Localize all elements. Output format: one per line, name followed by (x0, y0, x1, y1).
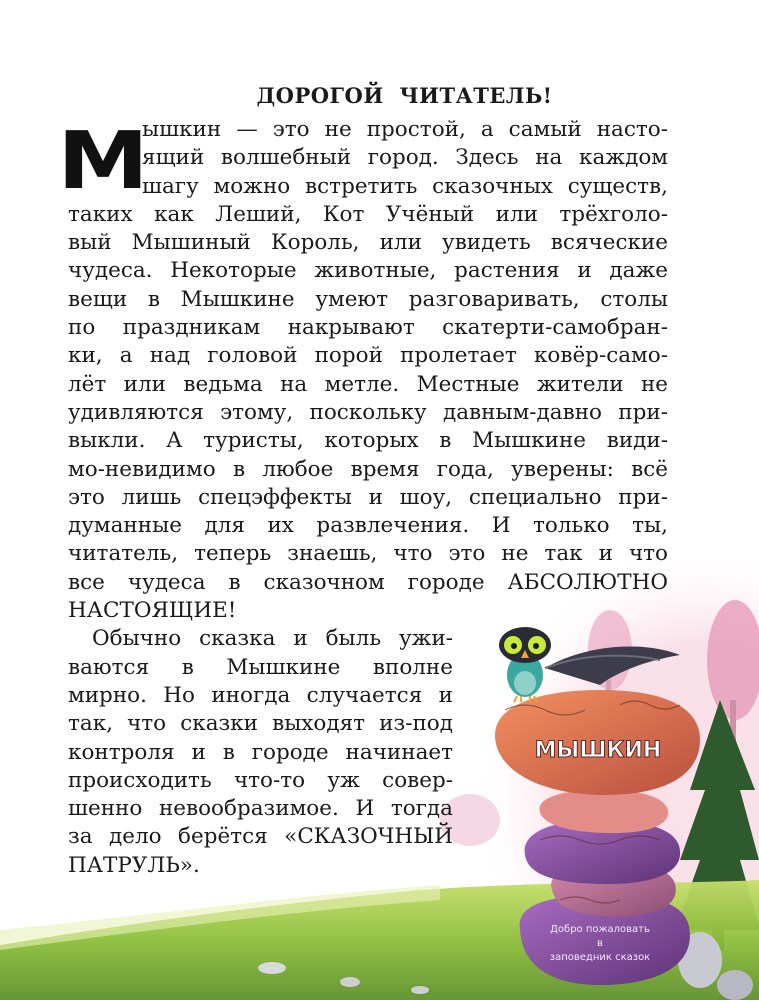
text-line: чудеса. Некоторые животные, растения и даже (68, 258, 668, 284)
text-line: за дело берётся «СКАЗОЧНЫЙ (68, 824, 453, 850)
text-line: ваются в Мышкине вполне (68, 654, 453, 680)
text-line: ящий волшебный город. Здесь на каждом (142, 145, 668, 171)
text-line: шагу можно встретить сказочных существ, (142, 173, 668, 199)
text-line: удивляются этому, поскольку давным-давно при- (68, 399, 668, 425)
totem-base-text-1: Добро пожаловать (550, 924, 650, 935)
text-line: лёт или ведьма на метле. Местные жители не (68, 371, 668, 397)
text-line: выкли. А туристы, которых в Мышкине види- (68, 428, 668, 454)
text-line: таких как Леший, Кот Учёный или трёхголо- (68, 201, 668, 227)
paragraph-2 (68, 625, 453, 880)
page-title: ДОРОГОЙ ЧИТАТЕЛЬ! (256, 83, 553, 108)
text-line: Обычно сказка и быль ужи- (92, 626, 453, 652)
text-line: думанные для их развлечения. И только ты, (68, 513, 668, 539)
svg-text:М: М (57, 115, 149, 208)
totem-base-text-3: заповедник сказок (549, 952, 651, 963)
text-line: ПАТРУЛЬ». (68, 852, 200, 878)
text-line: все чудеса в сказочном городе АБСОЛЮТНО (68, 569, 668, 595)
text-line: мирно. Но иногда случается и (68, 682, 453, 708)
text-line: ки, а над головой порой пролетает ковёр-само- (68, 343, 668, 369)
text-line: шенно невообразимое. И тогда (68, 796, 453, 822)
text-line: НАСТОЯЩИЕ! (68, 598, 237, 624)
totem-sign-text: МЫШКИН (534, 738, 662, 763)
text-line: мо-невидимо в любое время года, уверены: всё (68, 456, 668, 482)
text-line: это лишь спецэффекты и шоу, специально при- (68, 484, 668, 510)
text-line: ышкин — это не простой, а самый насто- (142, 117, 668, 142)
text-line: контроля и в городе начинает (68, 739, 453, 765)
text-line: происходить что-то уж совер- (68, 767, 453, 793)
body-text (68, 116, 668, 880)
text-line: по праздникам накрывают скатерти-самобран- (68, 315, 668, 341)
totem-base-text-2: в (597, 938, 603, 949)
text-line: читатель, теперь знаешь, что это не так и что (68, 541, 668, 567)
text-line: вещи в Мышкине умеют разговаривать, столы (68, 286, 668, 312)
text-line: вый Мышиный Король, или увидеть всяческие (68, 230, 668, 256)
text-line: так, что сказки выходят из-под (68, 711, 453, 737)
